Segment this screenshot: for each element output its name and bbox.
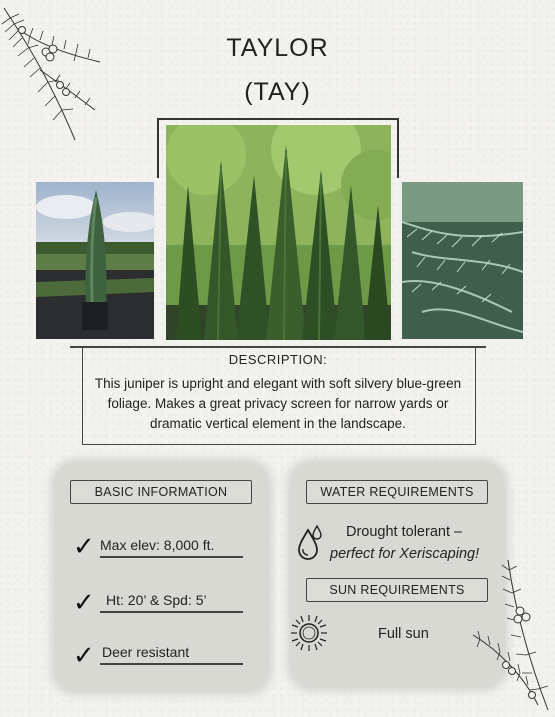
foliage-closeup-photo — [402, 182, 523, 339]
page-subtitle: (TAY) — [244, 78, 311, 106]
row-of-junipers-photo — [166, 125, 391, 340]
water-text-line2: perfect for Xeriscaping! — [330, 546, 480, 562]
checkmark-icon: ✓ — [73, 531, 95, 561]
container-tree-photo — [36, 182, 154, 339]
water-drop-icon — [296, 524, 324, 560]
page-title: TAYLOR — [226, 34, 329, 62]
juniper-branch-icon — [468, 555, 555, 715]
sun-icon — [289, 613, 329, 653]
description-heading: DESCRIPTION: — [228, 352, 328, 367]
water-text-line1: Drought tolerant – — [346, 524, 463, 540]
basic-info-item: Ht: 20’ & Spd: 5’ — [106, 592, 207, 608]
sun-heading: SUN REQUIREMENTS — [306, 578, 488, 602]
frame-line-left — [157, 118, 159, 178]
water-heading: WATER REQUIREMENTS — [306, 480, 488, 504]
description-text: This juniper is upright and elegant with soft silvery blue-green foliage. Makes a great privacy screen for narrow yards or dramatic vertical element in the landscape. — [94, 376, 462, 431]
item-underline — [100, 556, 243, 558]
item-underline — [100, 611, 243, 613]
basic-info-item: Max elev: 8,000 ft. — [100, 537, 215, 553]
basic-info-heading: BASIC INFORMATION — [70, 480, 252, 504]
juniper-branch-icon — [0, 0, 110, 150]
frame-line-right — [397, 118, 399, 178]
sun-text: Full sun — [378, 626, 429, 642]
checkmark-icon: ✓ — [73, 640, 95, 670]
basic-info-item: Deer resistant — [102, 644, 190, 660]
frame-line-top — [157, 118, 399, 120]
checkmark-icon: ✓ — [73, 587, 95, 617]
item-underline — [100, 663, 243, 665]
